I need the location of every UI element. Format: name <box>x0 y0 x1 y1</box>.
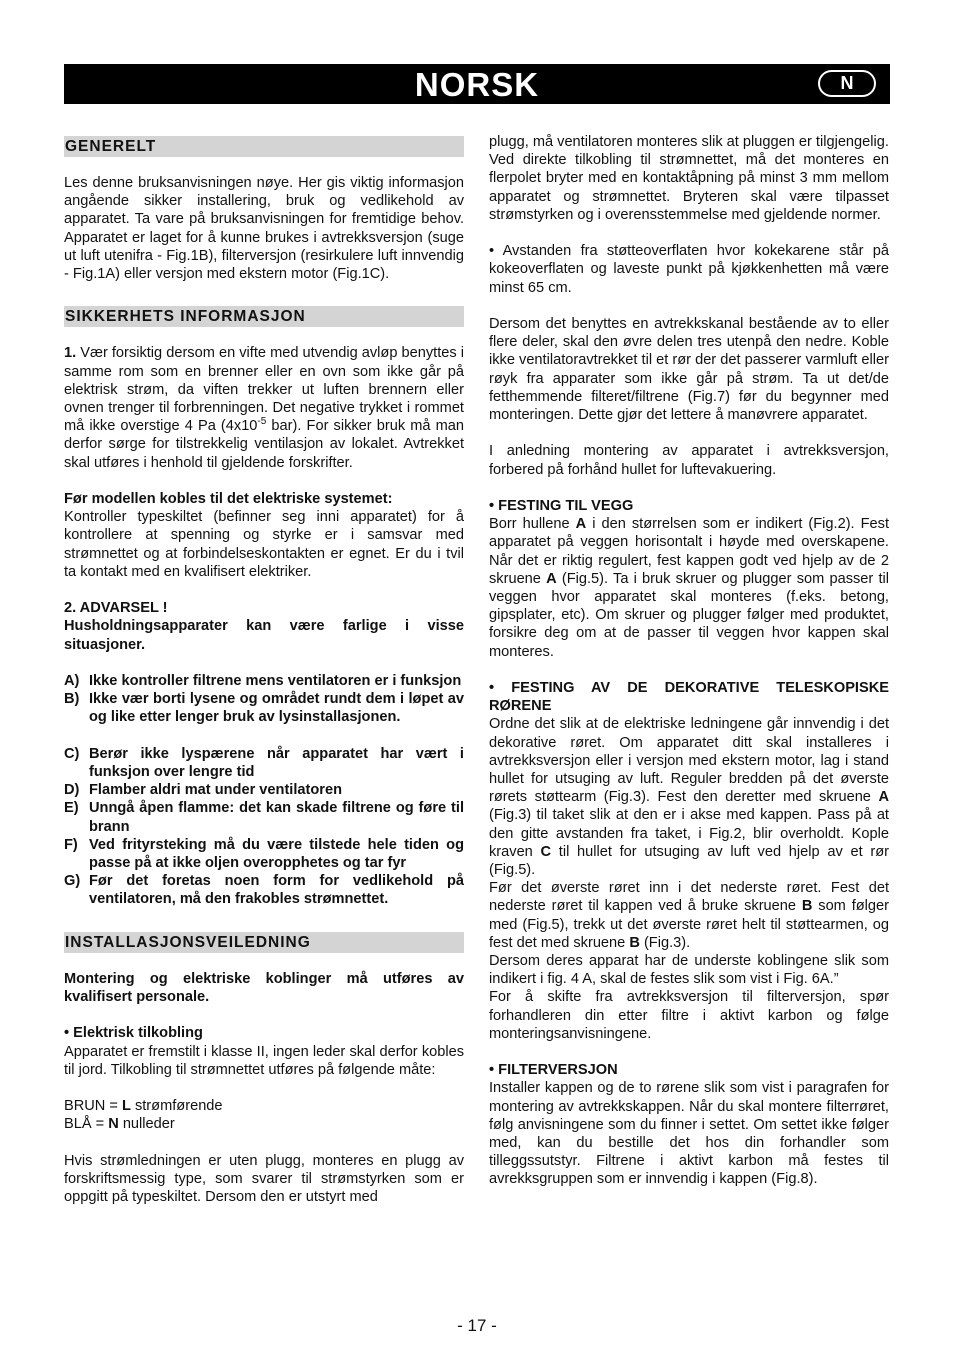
before-connect-heading: Før modellen kobles til det elektriske systemet: <box>64 491 393 508</box>
warning-item: E) Unngå åpen flamme: det kan skade filtrene og føre til brann <box>64 800 464 835</box>
page-title: NORSK <box>414 66 540 103</box>
page-header <box>64 64 890 104</box>
exhaust-prep-text: I anledning montering av apparatet i avtrekksversjon, forbered på forhånd hullet for luftevakuering. <box>489 443 889 478</box>
telescopic-text-1: Ordne det slik at de elektriske ledningene går innvendig i det dekorative røret. Om apparatet ditt skal installeres i avtrekksversjon eller i versjon med ekstern motor, lag i stand hullet for utsuging av luft. Reguler bredden på det øverste rørets støttearm (Fig.3). Fest den deretter med skruene A (Fig.3) til taket slik at den er i akse med kappen. Pass på at den gitte avstanden fra taket, i Fig.2, blir overholdt. Kople kraven C til hullet for utsuging av luft ved hjelp av et rør (Fig.5). <box>489 716 889 879</box>
warning-text: Husholdningsapparater kan være farlige i visse situasjoner. <box>64 618 464 653</box>
before-connect-text: Kontroller typeskiltet (befinner seg inni apparatet) for å kontrollere at spenning og styrke er i samsvar med strømnettet og at forbindelseskontakten er egnet. Er du i tvil ta kontakt med en kvalifisert elektriker. <box>64 509 464 580</box>
section-heading-installasjon: INSTALLASJONSVEILEDNING <box>64 932 464 953</box>
warning-item: A) Ikke kontroller filtrene mens ventilatoren er i funksjon <box>64 673 462 690</box>
install-intro: Montering og elektriske koblinger må utføres av kvalifisert personale. <box>64 970 464 1006</box>
filter-heading: • FILTERVERSJON <box>489 1062 618 1079</box>
plug-continued-text: plugg, må ventilatoren monteres slik at pluggen er tilgjengelig. <box>489 134 889 150</box>
warning-item: B) Ikke vær borti lysene og området rundt dem i løpet av og like etter lenger bruk av lysinstallasjonen. <box>64 691 464 726</box>
page-number: - 17 - <box>457 1316 497 1335</box>
distance-text: • Avstanden fra støtteoverflaten hvor kokekarene står på kokeoverflaten og laveste punkt på kjøkkenhetten må være minst 65 cm. <box>489 243 889 296</box>
telescopic-text-4: For å skifte fra avtrekksversjon til filterversjon, spør forhandleren din etter filtre i aktivt karbon og følge monteringsanvisningene. <box>489 989 889 1042</box>
warning-item: D) Flamber aldri mat under ventilatoren <box>64 782 343 799</box>
language-badge: N <box>818 70 876 97</box>
wire-brown: BRUN = L strømførende <box>64 1098 223 1115</box>
telescopic-text-2: Før det øverste røret inn i det nederste røret. Fest det nederste røret til kappen ved å bruke skruene B som følger med (Fig.5), trekk ut det øverste røret helt til støttearmen, og fest det med skruene B (Fig.3). <box>489 880 889 951</box>
warning-item: C) Berør ikke lyspærene når apparatet har vært i funksjon over lengre tid <box>64 745 464 781</box>
sikkerhet-paragraph-1: 1. Vær forsiktig dersom en vifte med utvendig avløp benyttes i samme rom som en brenner eller en ovn som ikke går på elektrisk strøm, da viften trekker ut luften brennern eller ovnen trenger til forbrenningen. Det negative trykket i rommet må ikke overstige 4 Pa ($4x10^{-5}$ bar). For sikker bruk må man derfor sørge for tilstrekkelig ventilasjon av lokalet. Avtrekket skal utføres i henhold til gjeldende forskrifter. <box>64 345 464 471</box>
section-heading-generelt: GENERELT <box>64 136 464 157</box>
warning-item: F) Ved frityrsteking må du være tilstede hele tiden og passe på at ikke oljen overopphetes og tar fyr <box>64 836 464 872</box>
right-column <box>489 133 889 1189</box>
plug-text: Hvis strømledningen er uten plugg, monteres en plugg av forskriftsmessig type, som svarer til strømstyrken som er oppgitt på typeskiltet. Dersom den er utstyrt med <box>64 1152 464 1206</box>
electrical-heading: • Elektrisk tilkobling <box>64 1025 203 1042</box>
duct-text: Dersom det benyttes en avtrekkskanal bestående av to eller flere deler, skal den øvre delen tres utenpå den nedre. Koble ikke ventilatoravtrekket til et rør der det passerer varmluft eller røyk fra apparater som ikke går på strøm. Ta ut det/de fetthemmende filteret/filtrene (Fig.7) før du begynner med monteringen. Dette gjør det lettere å manøvrere apparatet. <box>489 316 889 424</box>
direct-connection-text: Ved direkte tilkobling til strømnettet, må det monteres en flerpolet bryter med en kontaktåpning på minst 3 mm mellom apparatet og strømnettet. Bryteren skal være tilpasset strømstyrken og i overensstemmelse med gjeldende normer. <box>489 152 889 223</box>
generelt-text: Les denne bruksanvisningen nøye. Her gis viktig informasjon angående sikker installering, bruk og vedlikehold av apparatet. Ta vare på bruksanvisningen for fremtidige behov. Apparatet er laget for å kunne brukes i avtrekksversjon (suge ut luft utenifra - Fig.1B), filterversjon (resirkulere luft innvendig - Fig.1A) eller versjon med ekstern motor (Fig.1C). <box>64 175 464 283</box>
filter-text: Installer kappen og de to rørene slik som vist i paragrafen for montering av avtrekkskappen. Når du skal montere filterrøret, følg anvisningene som du finner i settet. Om settet ikke følger med, kan du bestille det hos din forhandler som tilleggssutstyr. Filtrene i aktivt karbon må festes til avrekksgruppen som er innvendig i kappen (Fig.8). <box>489 1080 889 1188</box>
left-column <box>64 131 464 1206</box>
electrical-text: Apparatet er fremstilt i klasse II, ingen leder skal derfor kobles til jord. Tilkobling til strømnettet utføres på følgende måte: <box>64 1043 464 1078</box>
telescopic-text-3: Dersom deres apparat har de underste koblingene slik som indikert i fig. 4 A, skal de festes slik som vist i Fig. 6A.” <box>489 953 889 988</box>
wall-mount-text: Borr hullene A i den størrelsen som er indikert (Fig.2). Fest apparatet på veggen horisontalt i høyde med overskapene. Når det er riktig regulert, fest kappen godt ved hjelp av de 2 skruene A (Fig.5). Ta i bruk skruer og plugger som passer til veggen hvor apparatet skal monteres (f.eks. betong, gipsplater, etc). Om skruer og plugger følger med produktet, forsikre deg om at de passer til veggen hvor kappen skal monteres. <box>489 516 889 660</box>
warning-heading: 2. ADVARSEL ! <box>64 600 168 617</box>
warning-item: G) Før det foretas noen form for vedlikehold på ventilatoren, må den frakobles strømnettet. <box>64 873 464 908</box>
wall-mount-heading: • FESTING TIL VEGG <box>489 498 634 514</box>
telescopic-heading: • FESTING AV DE DEKORATIVE TELESKOPISKE RØRENE <box>489 680 889 715</box>
wire-blue: BLÅ = N nulleder <box>64 1116 175 1133</box>
section-heading-sikkerhet: SIKKERHETS INFORMASJON <box>64 306 464 327</box>
